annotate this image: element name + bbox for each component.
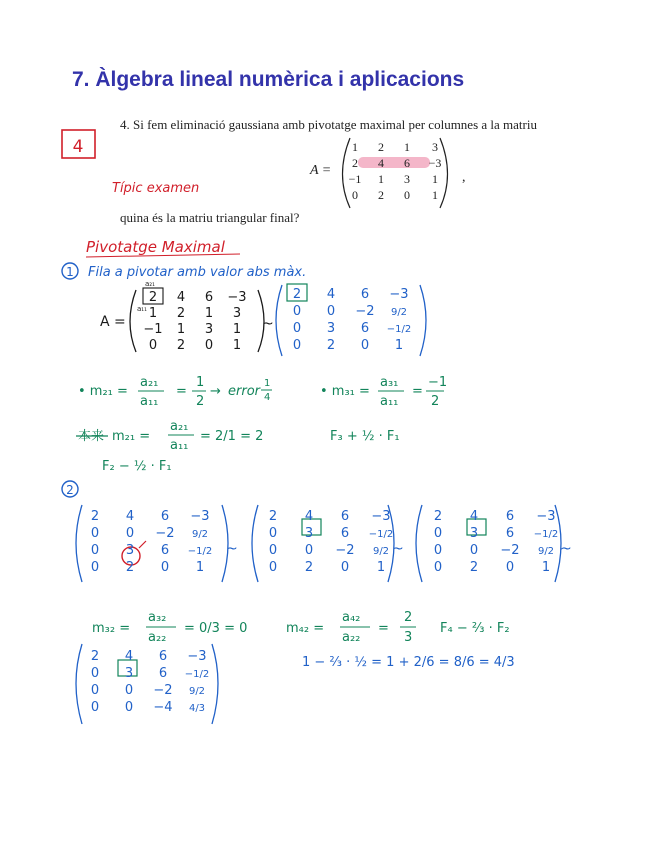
handwritten-matrix-3: [91, 509, 212, 575]
step-one-number: 1: [66, 265, 74, 279]
matrix-entry: 1: [195, 560, 205, 575]
matrix-cell: 2: [378, 140, 384, 154]
matrix-cell: 0: [404, 188, 410, 202]
matrix-entry: 1: [232, 322, 242, 337]
matrix-entry: 2: [90, 509, 100, 524]
matrix-entry: −3: [371, 509, 391, 524]
matrix-entry: 2: [469, 560, 479, 575]
matrix-entry: 2: [268, 509, 278, 524]
matrix-entry: 0: [292, 321, 302, 336]
equiv-sign-4: ~: [560, 541, 572, 557]
matrix-comma: ,: [462, 170, 466, 185]
matrix-entry: 0: [148, 338, 158, 353]
matrix-entry: 2: [176, 338, 186, 353]
matrix-entry: 9/2: [390, 307, 408, 318]
matrix-entry: −2: [153, 683, 173, 698]
m42-frac-den: a₂₂: [342, 630, 361, 645]
handwritten-a-label: A =: [100, 314, 126, 330]
matrix-entry: 6: [160, 509, 170, 524]
m31-frac-num: a₃₁: [380, 375, 399, 390]
matrix-entry: 9/2: [372, 546, 390, 557]
m42-label: m₄₂ =: [286, 621, 325, 636]
matrix-entry: 6: [340, 526, 350, 541]
section-title: 7. Àlgebra lineal numèrica i aplicacions: [72, 68, 465, 91]
matrix-entry: 4: [176, 290, 186, 305]
matrix-entry: 0: [292, 338, 302, 353]
matrix-entry: −1: [143, 322, 163, 337]
matrix-entry: −3: [187, 649, 207, 664]
m21-value-num: 1: [196, 375, 205, 390]
matrix-entry: 1: [376, 560, 386, 575]
matrix-entry: 4: [125, 509, 135, 524]
matrix-entry: 1: [394, 338, 404, 353]
matrix-entry: 4: [124, 649, 134, 664]
matrix-entry: 3: [326, 321, 336, 336]
handwritten-matrix-6: [91, 649, 209, 715]
handwritten-matrix-4: [269, 509, 393, 575]
matrix-cell: 0: [352, 188, 358, 202]
exam-tag: Típic examen: [112, 181, 200, 196]
matrix-entry: 0: [90, 700, 100, 715]
equiv-sign-1: ~: [262, 316, 274, 332]
matrix-entry: 4: [469, 509, 479, 524]
matrix-entry: 2: [90, 649, 100, 664]
matrix-entry: 3: [124, 666, 134, 681]
matrix-entry: 0: [360, 338, 370, 353]
matrix-entry: 0: [469, 543, 479, 558]
m21b-value: = 2/1 = 2: [200, 429, 264, 444]
matrix-cell: 1: [432, 188, 438, 202]
matrix-entry: 0: [433, 560, 443, 575]
matrix-entry: 2: [292, 287, 302, 302]
matrix-entry: 4: [326, 287, 336, 302]
matrix-entry: 0: [292, 304, 302, 319]
matrix-entry: 6: [360, 321, 370, 336]
m21-arrow: →: [210, 384, 221, 399]
matrix-entry: 0: [90, 560, 100, 575]
matrix-entry: 2: [304, 560, 314, 575]
matrix-entry: 2: [433, 509, 443, 524]
calc-line: 1 − ⅔ · ½ = 1 + 2/6 = 8/6 = 4/3: [302, 655, 515, 670]
matrix-entry: 0: [433, 526, 443, 541]
matrix-entry: 0: [90, 683, 100, 698]
matrix-cell: 2: [352, 156, 358, 170]
matrix-entry: 6: [360, 287, 370, 302]
matrix-entry: 6: [158, 666, 168, 681]
matrix-entry: −2: [335, 543, 355, 558]
step-two-number: 2: [66, 483, 74, 497]
m21-error: error: [228, 384, 260, 399]
matrix-entry: 3: [304, 526, 314, 541]
matrix-cell: 3: [432, 140, 438, 154]
matrix-entry: 1: [204, 306, 214, 321]
m32-value: = 0/3 = 0: [184, 621, 248, 636]
m42-frac-num: a₄₂: [342, 610, 361, 625]
matrix-entry: 0: [90, 666, 100, 681]
m42-eq: =: [378, 621, 389, 636]
m21-label: • m₂₁ =: [78, 384, 128, 399]
matrix-entry: −1/2: [184, 669, 210, 680]
m21-eq: =: [176, 384, 187, 399]
matrix-entry: 1: [541, 560, 551, 575]
matrix-entry: 3: [232, 306, 242, 321]
matrix-cell: 4: [378, 156, 384, 170]
row-op-f2: F₂ − ½ · F₁: [102, 459, 172, 474]
matrix-cell: 1: [352, 140, 358, 154]
crossed-chars: 本来: [78, 429, 105, 444]
matrix-entry: 0: [268, 526, 278, 541]
m42-value-num: 2: [404, 610, 413, 625]
matrix-cell: −1: [348, 172, 362, 186]
matrix-entry: 2: [176, 306, 186, 321]
matrix-entry: 0: [268, 560, 278, 575]
matrix-entry: 0: [90, 526, 100, 541]
matrix-entry: 0: [125, 526, 135, 541]
row-op-f3: F₃ + ½ · F₁: [330, 429, 400, 444]
m21b-frac-den: a₁₁: [170, 438, 189, 453]
matrix-cell: 1: [404, 140, 410, 154]
equiv-sign-2: ~: [226, 541, 238, 557]
matrix-entry: 6: [158, 649, 168, 664]
m21-frac-den: a₁₁: [140, 394, 159, 409]
matrix-entry: 0: [90, 543, 100, 558]
matrix-cell: −3: [428, 156, 442, 170]
matrix-entry: −3: [190, 509, 210, 524]
handwritten-matrix-1: [143, 290, 246, 353]
matrix-entry: 0: [505, 560, 515, 575]
matrix-entry: 6: [505, 526, 515, 541]
row-op-f4: F₄ − ⅔ · F₂: [440, 621, 510, 636]
matrix-entry: 6: [160, 543, 170, 558]
matrix-entry: 0: [204, 338, 214, 353]
matrix-entry: 2: [148, 290, 158, 305]
matrix-entry: 0: [304, 543, 314, 558]
notes-heading: Pivotatge Maximal: [86, 238, 225, 256]
m21b-label: m₂₁ =: [112, 429, 151, 444]
m31-eq: =: [412, 384, 423, 399]
matrix-entry: −1/2: [368, 529, 394, 540]
matrix-entry: 4/3: [188, 703, 206, 714]
matrix-entry: 0: [124, 683, 134, 698]
matrix-entry: −3: [389, 287, 409, 302]
matrix-entry: 3: [125, 543, 135, 558]
handwritten-matrix-5: [434, 509, 558, 575]
matrix-entry: 4: [304, 509, 314, 524]
matrix-entry: 0: [160, 560, 170, 575]
m21b-frac-num: a₂₁: [170, 419, 189, 434]
matrix-entry: 0: [433, 543, 443, 558]
problem-statement: 4. Si fem eliminació gaussiana amb pivotatge maximal per columnes a la matriu: [120, 117, 537, 132]
question-text: quina és la matriu triangular final?: [120, 210, 300, 225]
matrix-cell: 1: [378, 172, 384, 186]
matrix-entry: 0: [268, 543, 278, 558]
matrix-entry: −2: [500, 543, 520, 558]
matrix-entry: 0: [124, 700, 134, 715]
matrix-entry: 0: [326, 304, 336, 319]
matrix-entry: −1/2: [533, 529, 559, 540]
matrix-entry: 1: [148, 306, 158, 321]
matrix-entry: 6: [340, 509, 350, 524]
matrix-entry: 3: [469, 526, 479, 541]
m21-error-num: 1: [264, 378, 271, 389]
m32-label: m₃₂ =: [92, 621, 131, 636]
matrix-entry: 2: [326, 338, 336, 353]
matrix-entry: −1/2: [386, 324, 412, 335]
matrix-entry: 3: [204, 322, 214, 337]
handwritten-matrix-2: [293, 287, 411, 353]
matrix-entry: 6: [204, 290, 214, 305]
matrix-entry: 0: [340, 560, 350, 575]
matrix-entry: 9/2: [537, 546, 555, 557]
matrix-entry: −3: [227, 290, 247, 305]
matrix-entry: −3: [536, 509, 556, 524]
matrix-entry: 9/2: [191, 529, 209, 540]
matrix-entry: −2: [355, 304, 375, 319]
m31-label: • m₃₁ =: [320, 384, 370, 399]
matrix-label: A =: [310, 163, 332, 178]
matrix-entry: 2: [125, 560, 135, 575]
m21-value-den: 2: [196, 394, 205, 409]
m21-frac-num: a₂₁: [140, 375, 159, 390]
m42-value-den: 3: [404, 630, 413, 645]
m31-value-den: 2: [431, 394, 440, 409]
m32-frac-num: a₃₂: [148, 610, 167, 625]
m31-frac-den: a₁₁: [380, 394, 399, 409]
matrix-entry: −1/2: [187, 546, 213, 557]
matrix-entry: −2: [155, 526, 175, 541]
box-number: 4: [72, 137, 84, 157]
m32-frac-den: a₂₂: [148, 630, 167, 645]
matrix-cell: 2: [378, 188, 384, 202]
equiv-sign-3: ~: [392, 541, 404, 557]
step-one-text: Fila a pivotar amb valor abs màx.: [88, 265, 307, 280]
m21-error-den: 4: [264, 392, 271, 403]
sub-left: a₁₁: [137, 305, 147, 313]
sub-top: a₂₁: [145, 280, 155, 288]
matrix-cell: 1: [432, 172, 438, 186]
matrix-entry: 1: [176, 322, 186, 337]
matrix-entry: 6: [505, 509, 515, 524]
matrix-entry: 9/2: [188, 686, 206, 697]
matrix-cell: 6: [404, 156, 410, 170]
matrix-entry: −4: [153, 700, 173, 715]
matrix-entry: 1: [232, 338, 242, 353]
matrix-cell: 3: [404, 172, 410, 186]
m31-value-num: −1: [428, 375, 448, 390]
